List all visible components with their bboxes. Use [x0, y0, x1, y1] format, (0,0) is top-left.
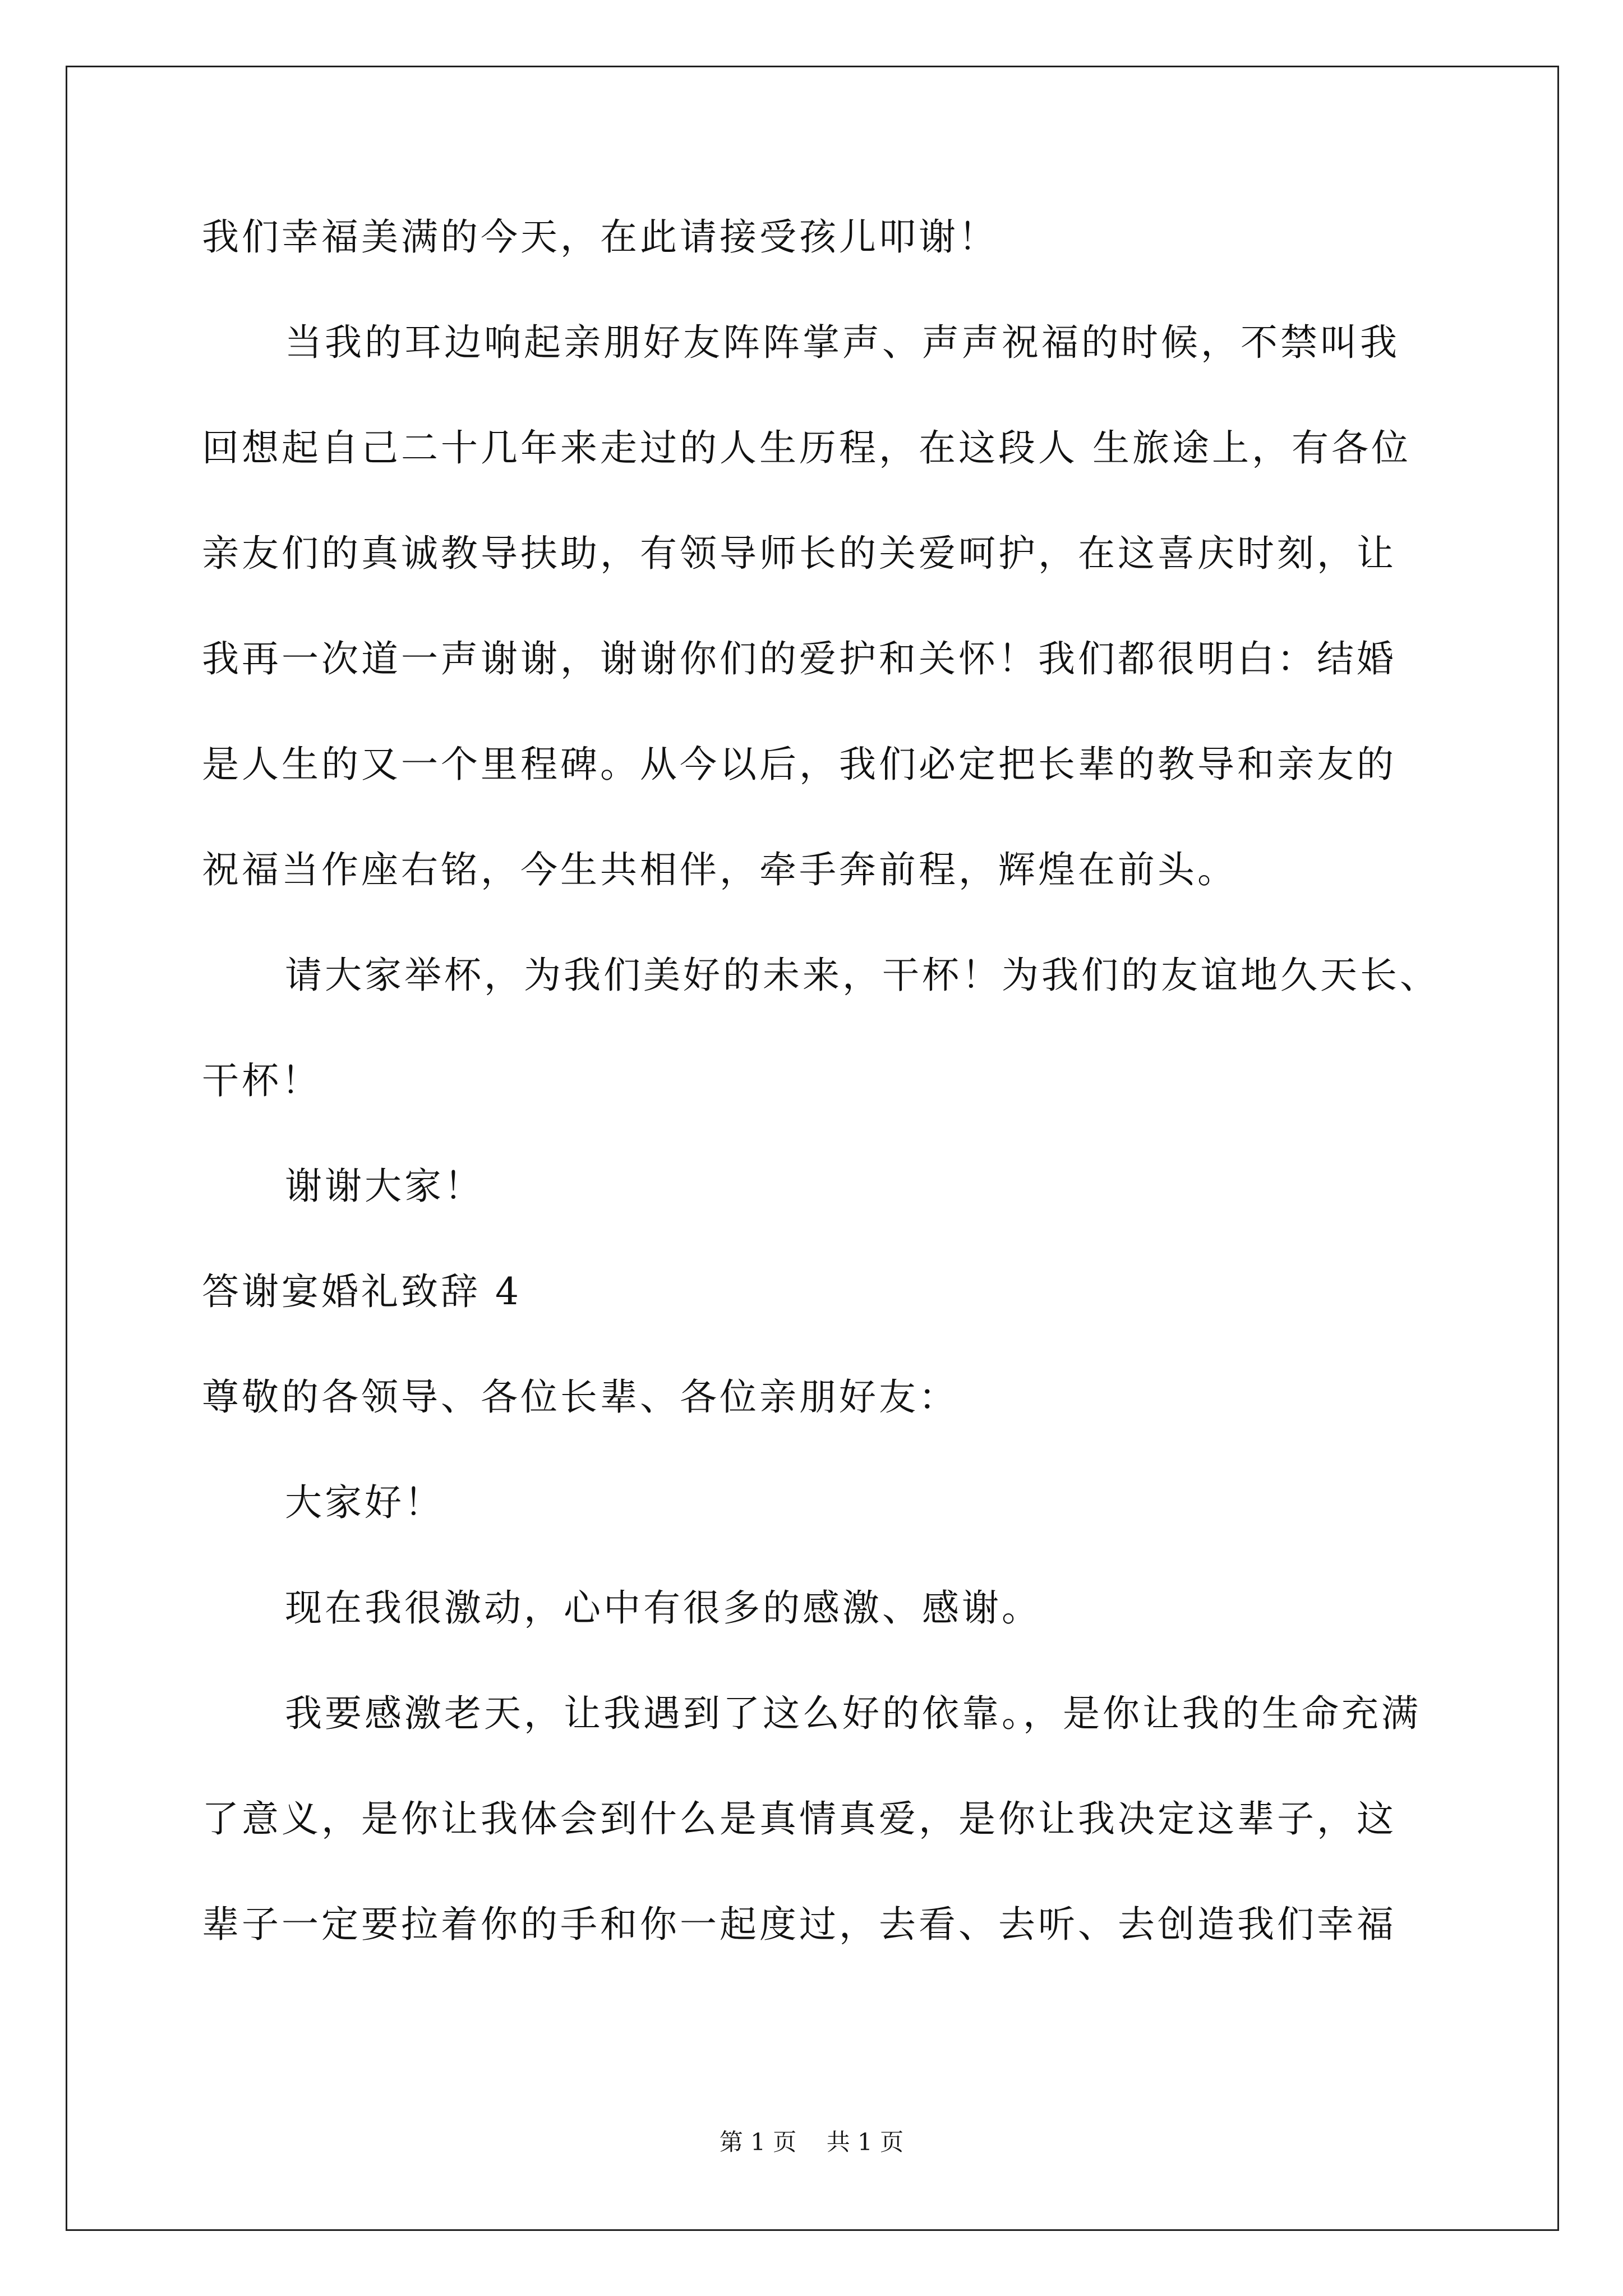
paragraph-line: 辈子一定要拉着你的手和你一起度过，去看、去听、去创造我们幸福 [202, 1903, 1396, 1946]
paragraph-line: 我再一次道一声谢谢，谢谢你们的爱护和关怀！我们都很明白：结婚 [202, 637, 1396, 680]
paragraph-line: 干杯！ [202, 1059, 321, 1102]
paragraph-line: 当我的耳边响起亲朋好友阵阵掌声、声声祝福的时候，不禁叫我 [285, 321, 1400, 364]
page-footer: 第 1 页 共 1 页 [719, 2128, 904, 2156]
paragraph-line: 了意义，是你让我体会到什么是真情真爱，是你让我决定这辈子，这 [202, 1797, 1396, 1841]
paragraph-line: 请大家举杯，为我们美好的未来，干杯！为我们的友谊地久天长、 [285, 954, 1440, 997]
paragraph-line: 大家好！ [285, 1481, 444, 1524]
paragraph-line: 是人生的又一个里程碑。从今以后，我们必定把长辈的教导和亲友的 [202, 743, 1396, 786]
paragraph-line: 亲友们的真诚教导扶助，有领导师长的关爱呵护，在这喜庆时刻，让 [202, 532, 1396, 575]
paragraph-line: 谢谢大家！ [285, 1165, 484, 1208]
paragraph-line: 现在我很激动，心中有很多的感激、感谢。 [285, 1586, 1041, 1630]
paragraph-line: 祝福当作座右铭，今生共相伴，牵手奔前程，辉煌在前头。 [202, 848, 1237, 891]
paragraph-line: 我要感激老天，让我遇到了这么好的依靠。，是你让我的生命充满 [285, 1692, 1421, 1735]
salutation: 尊敬的各领导、各位长辈、各位亲朋好友： [202, 1375, 958, 1419]
section-heading: 答谢宴婚礼致辞 4 [202, 1270, 522, 1313]
paragraph-line: 回想起自己二十几年来走过的人生历程，在这段人 生旅途上，有各位 [202, 426, 1411, 470]
paragraph-line: 我们幸福美满的今天，在此请接受孩儿叩谢！ [202, 215, 998, 259]
document-body [202, 215, 1440, 2012]
